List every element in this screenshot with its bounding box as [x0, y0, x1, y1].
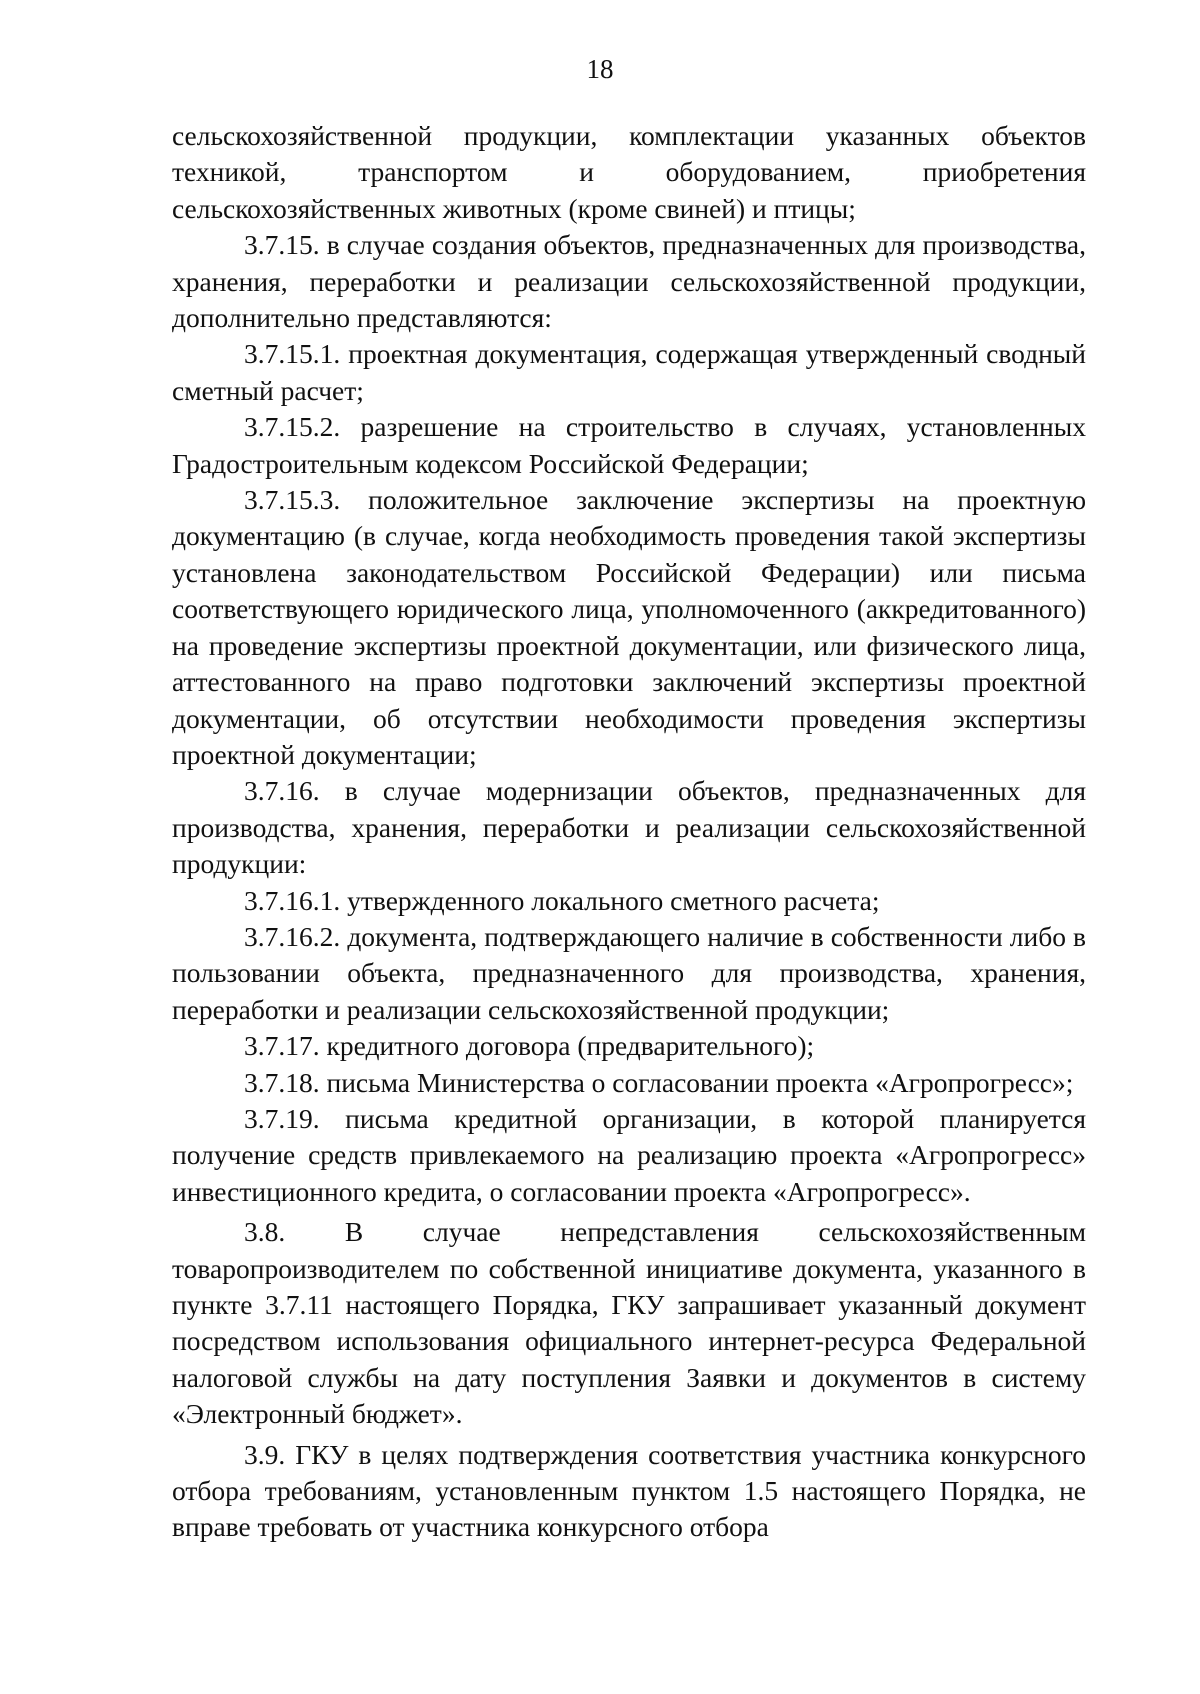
paragraph-3-7-16-2: 3.7.16.2. документа, подтверждающего наличие в собственности либо в пользовании объекта, предназначенного для производства, хранения, переработки и реализации сельскохозяйственной продукции;	[172, 920, 1086, 1025]
paragraph-3-7-15: 3.7.15. в случае создания объектов, предназначенных для производства, хранения, переработки и реализации сельскохозяйственной продукции, дополнительно представляются:	[172, 229, 1086, 334]
paragraph-continuation: сельскохозяйственной продукции, комплектации указанных объектов техникой, транспортом и оборудованием, приобретения сельскохозяйственных животных (кроме свиней) и птицы;	[172, 120, 1086, 224]
paragraph-3-7-15-3: 3.7.15.3. положительное заключение экспертизы на проектную документацию (в случае, когда необходимость проведения такой экспертизы установлена законодательством Российской Федерации) или письма соответствующего юридического лица, уполномоченного (аккредитованного) на проведение экспертизы проектной документации, или физического лица, аттестованного на право подготовки заключений экспертизы проектной документации, об отсутствии необходимости проведения экспертизы проектной документации;	[172, 484, 1086, 770]
paragraph-3-7-16-1: 3.7.16.1. утвержденного локального сметного расчета;	[244, 884, 880, 916]
paragraph-3-9: 3.9. ГКУ в целях подтверждения соответствия участника конкурсного отбора требованиям, установленным пунктом 1.5 настоящего Порядка, не вправе требовать от участника конкурсного отбора	[172, 1438, 1086, 1543]
paragraph-3-7-15-1: 3.7.15.1. проектная документация, содержащая утвержденный сводный сметный расчет;	[172, 338, 1086, 406]
paragraph-3-7-15-2: 3.7.15.2. разрешение на строительство в случаях, установленных Градостроительным кодексом Российской Федерации;	[172, 411, 1086, 479]
paragraph-3-7-18: 3.7.18. письма Министерства о согласовании проекта «Агропрогресс»;	[244, 1066, 1074, 1098]
document-body	[172, 118, 1086, 1546]
paragraph-3-7-16: 3.7.16. в случае модернизации объектов, предназначенных для производства, хранения, переработки и реализации сельскохозяйственной продукции:	[172, 775, 1086, 880]
paragraph-3-7-17: 3.7.17. кредитного договора (предварительного);	[244, 1030, 815, 1062]
page-number: 18	[586, 54, 614, 84]
paragraph-3-8: 3.8. В случае непредставления сельскохозяйственным товаропроизводителем по собственной инициативе документа, указанного в пункте 3.7.11 настоящего Порядка, ГКУ запрашивает указанный документ посредством использования официального интернет-ресурса Федеральной налоговой службы на дату поступления Заявки и документов в систему «Электронный бюджет».	[172, 1216, 1086, 1430]
paragraph-3-7-19: 3.7.19. письма кредитной организации, в которой планируется получение средств привлекаемого на реализацию проекта «Агропрогресс» инвестиционного кредита, о согласовании проекта «Агропрогресс».	[172, 1102, 1086, 1207]
